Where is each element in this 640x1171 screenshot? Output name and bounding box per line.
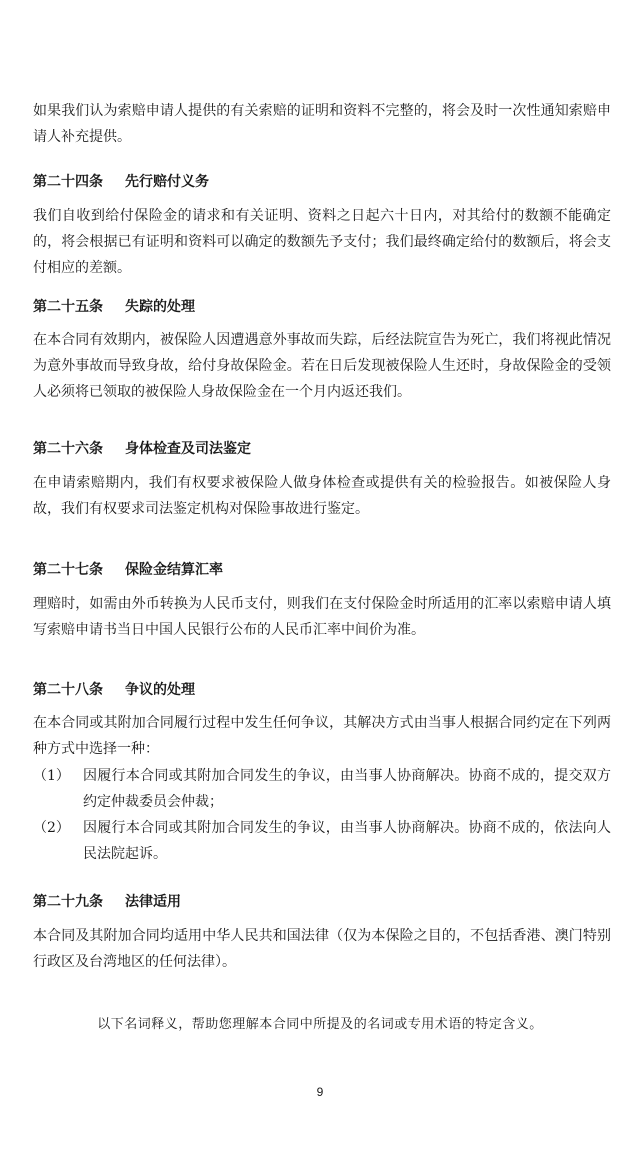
article-26-number: 第二十六条 [33, 441, 103, 457]
glossary-note: 以下名词释义，帮助您理解本合同中所提及的名词或专用术语的特定含义。 [97, 1017, 543, 1032]
article-24-body: 我们自收到给付保险金的请求和有关证明、资料之日起六十日内，对其给付的数额不能确定的，将会根据已有证明和资料可以确定的数额先予支付；我们最终确定给付的数额后，将会支付相应的差额。 [33, 208, 611, 276]
article-28-heading [33, 680, 195, 700]
article-24-number: 第二十四条 [33, 174, 103, 190]
item-2-number: （2） [33, 820, 70, 836]
article-25-body: 在本合同有效期内，被保险人因遭遇意外事故而失踪，后经法院宣告为死亡，我们将视此情况为意外事故而导致身故，给付身故保险金。若在日后发现被保险人生还时，身故保险金的受领人必须将已领取的被保险人身故保险金在一个月内返还我们。 [33, 332, 611, 400]
article-25-title: 失踪的处理 [125, 299, 195, 315]
article-29-number: 第二十九条 [33, 894, 103, 910]
article-28-number: 第二十八条 [33, 682, 103, 698]
article-29-body: 本合同及其附加合同均适用中华人民共和国法律（仅为本保险之目的，不包括香港、澳门特别行政区及台湾地区的任何法律）。 [33, 928, 611, 970]
article-28-item-1 [33, 763, 611, 815]
article-24-title: 先行赔付义务 [125, 174, 209, 190]
article-29-heading [33, 892, 181, 912]
item-2-text: 因履行本合同或其附加合同发生的争议，由当事人协商解决。协商不成的，依法向人民法院起诉。 [83, 820, 611, 862]
article-27-body: 理赔时，如需由外币转换为人民币支付，则我们在支付保险金时所适用的汇率以索赔申请人填写索赔申请书当日中国人民银行公布的人民币汇率中间价为准。 [33, 596, 611, 638]
article-26-body: 在申请索赔期内，我们有权要求被保险人做身体检查或提供有关的检验报告。如被保险人身故，我们有权要求司法鉴定机构对保险事故进行鉴定。 [33, 475, 611, 517]
item-1-text: 因履行本合同或其附加合同发生的争议，由当事人协商解决。协商不成的，提交双方约定仲裁委员会仲裁； [83, 768, 611, 810]
page-number: 9 [316, 1085, 324, 1099]
article-28-item-2 [33, 815, 611, 867]
article-27-heading [33, 560, 223, 580]
article-28-title: 争议的处理 [125, 682, 195, 698]
article-25-number: 第二十五条 [33, 299, 103, 315]
article-27-title: 保险金结算汇率 [125, 562, 223, 578]
article-25-heading [33, 297, 195, 317]
article-29-title: 法律适用 [125, 894, 181, 910]
article-26-title: 身体检查及司法鉴定 [125, 441, 251, 457]
article-24-heading [33, 172, 209, 192]
article-26-heading [33, 439, 251, 459]
article-28-body: 在本合同或其附加合同履行过程中发生任何争议，其解决方式由当事人根据合同约定在下列两种方式中选择一种： [33, 715, 611, 757]
article-27-number: 第二十七条 [33, 562, 103, 578]
item-1-number: （1） [33, 768, 70, 784]
intro-paragraph: 如果我们认为索赔申请人提供的有关索赔的证明和资料不完整的，将会及时一次性通知索赔申请人补充提供。 [33, 103, 611, 145]
